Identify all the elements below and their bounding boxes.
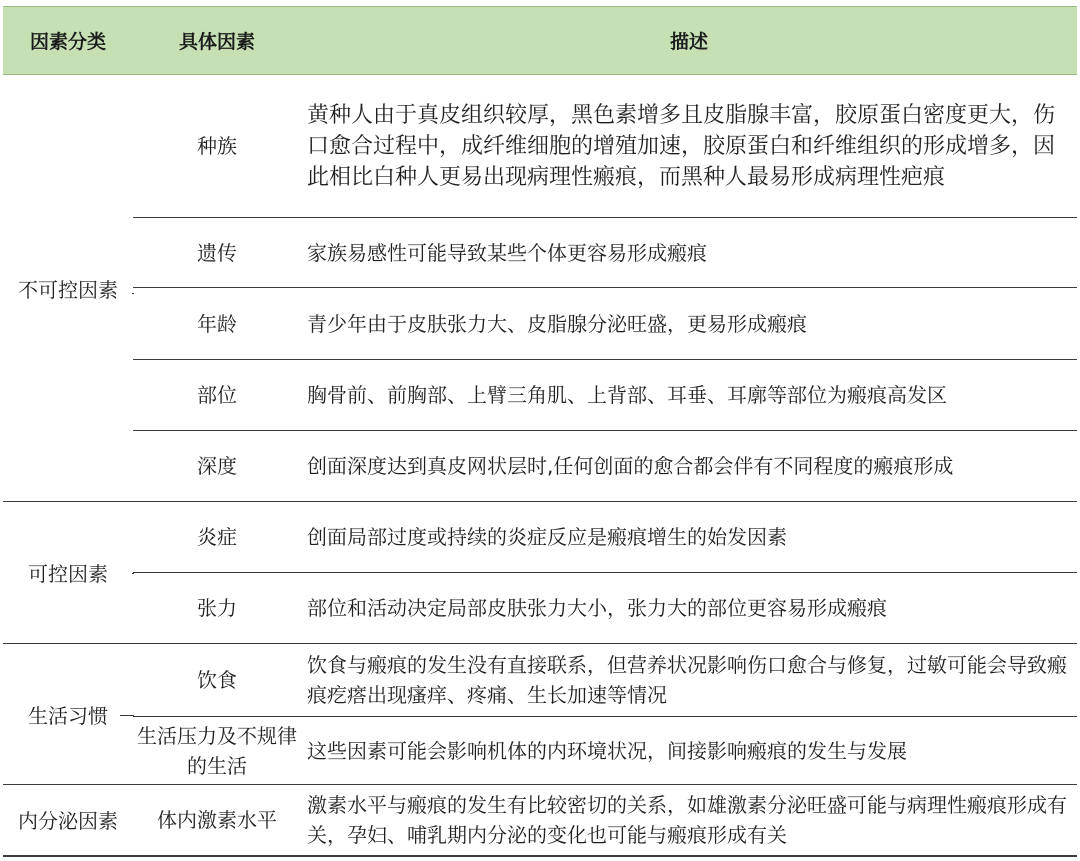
header-category: 因素分类 [3,7,133,75]
table-row [3,785,1077,856]
factor-cell: 生活压力及不规律的生活 [133,717,301,785]
category-endocrine: 内分泌因素 [3,785,133,856]
factor-cell: 深度 [133,431,301,502]
table-header-row [3,7,1077,75]
description-cell: 饮食与瘢痕的发生没有直接联系，但营养状况影响伤口愈合与修复，过敏可能会导致瘢痕疙瘩出现瘙痒、疼痛、生长加速等情况 [301,644,1077,717]
category-lifestyle: 生活习惯 [3,644,133,785]
factor-cell: 体内激素水平 [133,785,301,856]
category-rule [132,293,134,294]
category-uncontrollable: 不可控因素 [18,277,118,302]
table-row [3,717,1077,785]
table-row [3,360,1077,431]
description-cell: 创面深度达到真皮网状层时,任何创面的愈合都会伴有不同程度的瘢痕形成 [301,431,1077,502]
scar-factors-table [3,6,1077,857]
table-row [3,431,1077,502]
factor-cell: 部位 [133,360,301,431]
table-row [3,75,1077,218]
description-cell: 家族易感性可能导致某些个体更容易形成瘢痕 [301,218,1077,288]
table-row [3,288,1077,360]
description-cell: 部位和活动决定局部皮肤张力大小，张力大的部位更容易形成瘢痕 [301,573,1077,644]
table-row [3,644,1077,717]
description-cell: 激素水平与瘢痕的发生有比较密切的关系，如雄激素分泌旺盛可能与病理性瘢痕形成有关，孕妇、哺乳期内分泌的变化也可能与瘢痕形成有关 [301,785,1077,856]
description-cell: 胸骨前、前胸部、上臂三角肌、上背部、耳垂、耳廓等部位为瘢痕高发区 [301,360,1077,431]
factor-cell: 张力 [133,573,301,644]
header-factor: 具体因素 [133,7,301,75]
factor-cell: 年龄 [133,288,301,360]
table-row [3,218,1077,288]
header-description: 描述 [301,7,1077,75]
factor-cell: 遗传 [133,218,301,288]
description-cell: 创面局部过度或持续的炎症反应是瘢痕增生的始发因素 [301,502,1077,573]
description-cell: 青少年由于皮肤张力大、皮脂腺分泌旺盛，更易形成瘢痕 [301,288,1077,360]
category-rule [132,573,134,574]
factor-cell: 炎症 [133,502,301,573]
category-controllable: 可控因素 [3,502,133,644]
factor-cell: 种族 [197,134,237,158]
description-cell: 这些因素可能会影响机体的内环境状况，间接影响瘢痕的发生与发展 [301,717,1077,785]
table-row [3,573,1077,644]
category-rule [120,715,134,716]
description-cell: 黄种人由于真皮组织较厚，黑色素增多且皮脂腺丰富，胶原蛋白密度更大，伤口愈合过程中，成纤维细胞的增殖加速，胶原蛋白和纤维组织的形成增多，因此相比白种人更易出现病理性瘢痕，而黑种人最易形成病理性疤痕 [307,102,1056,190]
table-row [3,502,1077,573]
factor-cell: 饮食 [133,644,301,717]
